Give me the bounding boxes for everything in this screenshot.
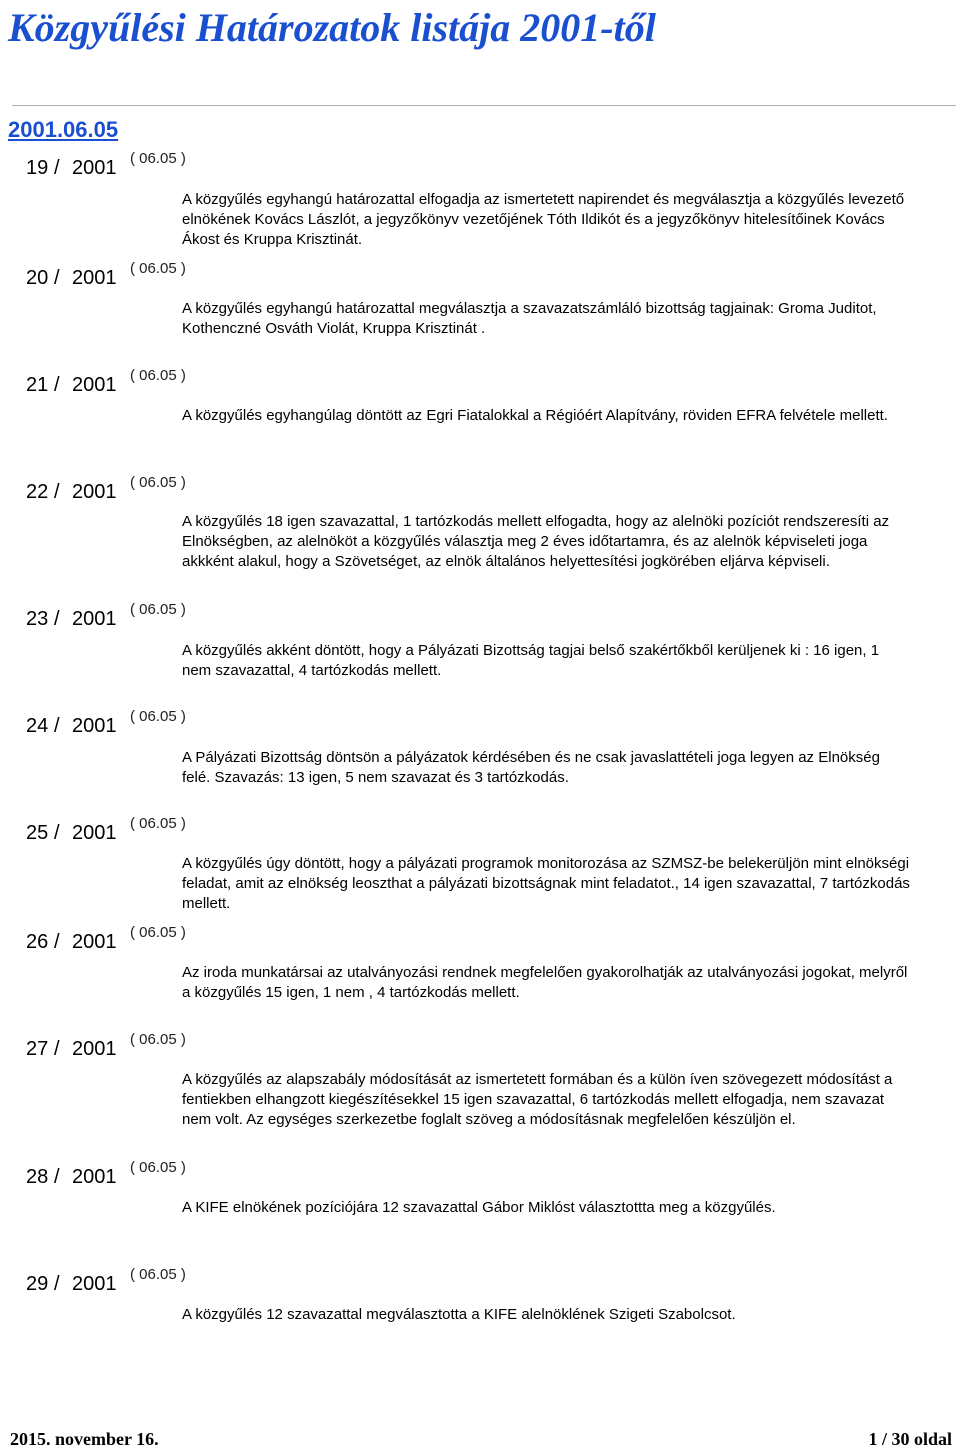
document-title: Közgyűlési Határozatok listája 2001-től — [8, 5, 656, 50]
resolution-slash: / — [54, 931, 60, 953]
resolution-year: 2001 — [72, 267, 117, 289]
resolution-text: A Pályázati Bizottság döntsön a pályázatok kérdésében és ne csak javaslattételi joga legyen az Elnökség felé. Szavazás: 13 igen, 5 nem szavazat és 3 tartózkodás. — [182, 749, 880, 786]
resolution-date: ( 06.05 ) — [130, 601, 186, 618]
resolution-slash: / — [54, 608, 60, 630]
resolution-year: 2001 — [72, 481, 117, 503]
resolution-number: 25 — [26, 822, 49, 844]
resolution-slash: / — [54, 157, 60, 179]
resolution-year: 2001 — [72, 157, 117, 179]
resolution-year: 2001 — [72, 1273, 117, 1295]
section-date-heading: 2001.06.05 — [8, 117, 119, 142]
resolution-slash: / — [54, 715, 60, 737]
resolution-date: ( 06.05 ) — [130, 815, 186, 832]
title-divider — [12, 105, 956, 106]
resolution-text: A közgyűlés 12 szavazattal megválasztotta a KIFE alelnöklének Szigeti Szabolcsot. — [182, 1306, 736, 1323]
resolution-date: ( 06.05 ) — [130, 1266, 186, 1283]
resolution-text: Az iroda munkatársai az utalványozási rendnek megfelelően gyakorolhatják az utalványozási jogokat, melyről a közgyűlés 15 igen, 1 nem , 4 tartózkodás mellett. — [182, 964, 908, 1001]
resolution-number: 23 — [26, 608, 49, 630]
resolution-date: ( 06.05 ) — [130, 924, 186, 941]
resolution-slash: / — [54, 481, 60, 503]
footer-date: 2015. november 16. — [10, 1429, 159, 1449]
resolution-text: A közgyűlés úgy döntött, hogy a pályázati programok monitorozása az SZMSZ-be belekerüljön mint elnökségi feladat, amit az elnökség leoszthat a pályázati bizottságnak mint feladatot., 14 igen szavazattal, 7 tartózkodás mellett. — [182, 855, 910, 912]
resolution-number: 19 — [26, 157, 49, 179]
resolution-date: ( 06.05 ) — [130, 150, 186, 167]
resolution-year: 2001 — [72, 1166, 117, 1188]
resolution-year: 2001 — [72, 822, 117, 844]
resolution-text: A közgyűlés egyhangúlag döntött az Egri Fiatalokkal a Régióért Alapítvány, röviden EFRA felvétele mellett. — [182, 407, 888, 424]
resolution-date: ( 06.05 ) — [130, 708, 186, 725]
resolution-year: 2001 — [72, 608, 117, 630]
resolution-year: 2001 — [72, 1038, 117, 1060]
resolution-year: 2001 — [72, 715, 117, 737]
resolution-year: 2001 — [72, 374, 117, 396]
resolution-text: A KIFE elnökének pozíciójára 12 szavazattal Gábor Miklóst választottta meg a közgyűlés. — [182, 1199, 776, 1216]
resolution-date: ( 06.05 ) — [130, 474, 186, 491]
resolution-slash: / — [54, 1166, 60, 1188]
resolution-text: A közgyűlés akként döntött, hogy a Pályázati Bizottság tagjai belső szakértőkből kerüljenek ki : 16 igen, 1 nem szavazattal, 4 tartózkodás mellett. — [182, 642, 880, 679]
resolution-text: A közgyűlés egyhangú határozattal megválasztja a szavazatszámláló bizottság tagjainak: Groma Juditot, Kothenczné Osváth Violát, Kruppa Krisztinát . — [182, 300, 877, 337]
resolution-text: A közgyűlés 18 igen szavazattal, 1 tartózkodás mellett elfogadta, hogy az alelnöki pozíciót rendszeresíti az Elnökségben, az alelnököt a közgyűlés választja meg 2 éves időtartamra, és az alelnök képviseleti joga akkként alakul, hogy a Szövetséget, az elnök általános helyettesítési jogkörében eljárva képviseli. — [182, 513, 890, 570]
resolution-number: 29 — [26, 1273, 49, 1295]
resolution-date: ( 06.05 ) — [130, 1031, 186, 1048]
resolution-date: ( 06.05 ) — [130, 1159, 186, 1176]
footer-page-number: 1 / 30 oldal — [868, 1429, 952, 1449]
resolution-year: 2001 — [72, 931, 117, 953]
resolution-number: 22 — [26, 481, 49, 503]
resolution-date: ( 06.05 ) — [130, 367, 186, 384]
resolution-number: 24 — [26, 715, 49, 737]
resolution-text: A közgyűlés egyhangú határozattal elfogadja az ismertetett napirendet és megválasztja a közgyűlés levezető elnökének Kovács Lászlót, a jegyzőkönyv vezetőjének Tóth Ildikót és a jegyzőkönyv hitelesítőinek Kovács Ákost és Kruppa Krisztinát. — [182, 191, 905, 248]
resolution-slash: / — [54, 267, 60, 289]
resolution-slash: / — [54, 374, 60, 396]
resolution-number: 26 — [26, 931, 49, 953]
resolution-date: ( 06.05 ) — [130, 260, 186, 277]
resolution-number: 20 — [26, 267, 49, 289]
resolution-slash: / — [54, 822, 60, 844]
resolution-slash: / — [54, 1273, 60, 1295]
resolution-slash: / — [54, 1038, 60, 1060]
resolution-number: 21 — [26, 374, 49, 396]
resolution-number: 28 — [26, 1166, 49, 1188]
resolution-text: A közgyűlés az alapszabály módosítását az ismertetett formában és a külön íven szövegezett módosítást a fentiekben elhangzott kiegészítésekkel 15 igen szavazattal, 6 tartózkodás mellett elfogadja, nem szavazat nem volt. Az egységes szerkezetbe foglalt szöveg a módosításnak megfelelően készüljön el. — [182, 1071, 893, 1128]
resolution-number: 27 — [26, 1038, 49, 1060]
